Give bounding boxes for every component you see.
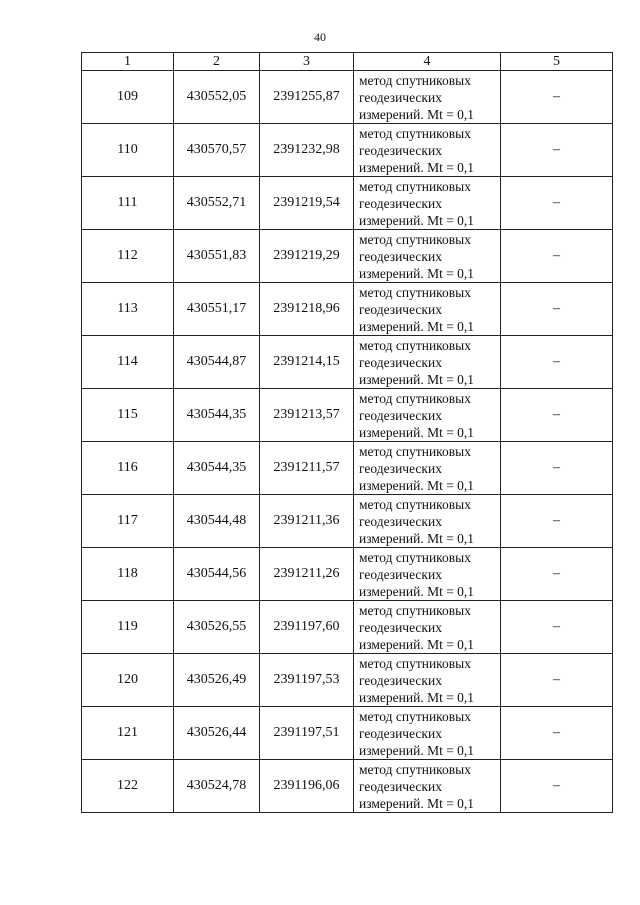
note-cell: – <box>501 230 613 283</box>
method-line: измерений. Mt = 0,1 <box>359 265 475 281</box>
coord-y-cell: 2391211,57 <box>260 442 354 495</box>
method-line: геодезических <box>359 89 442 105</box>
note-cell: – <box>501 336 613 389</box>
method-line: метод спутниковых <box>359 284 471 300</box>
coord-x-cell: 430544,56 <box>174 548 260 601</box>
table-row <box>82 442 613 495</box>
point-number-cell: 118 <box>82 548 174 601</box>
note-cell: – <box>501 442 613 495</box>
table-body <box>82 71 613 813</box>
method-line: измерений. Mt = 0,1 <box>359 159 475 175</box>
method-line: метод спутниковых <box>359 72 471 88</box>
method-cell <box>354 71 501 124</box>
coord-y-cell: 2391197,53 <box>260 654 354 707</box>
method-cell <box>354 336 501 389</box>
method-line: метод спутниковых <box>359 178 471 194</box>
table-row <box>82 124 613 177</box>
header-col-2: 2 <box>174 53 260 71</box>
table-row <box>82 177 613 230</box>
method-cell <box>354 283 501 336</box>
point-number-cell: 117 <box>82 495 174 548</box>
method-line: геодезических <box>359 672 442 688</box>
coord-x-cell: 430544,48 <box>174 495 260 548</box>
coord-y-cell: 2391232,98 <box>260 124 354 177</box>
method-line: метод спутниковых <box>359 390 471 406</box>
method-cell <box>354 495 501 548</box>
method-line: геодезических <box>359 778 442 794</box>
method-line: измерений. Mt = 0,1 <box>359 212 475 228</box>
point-number-cell: 110 <box>82 124 174 177</box>
coord-y-cell: 2391219,54 <box>260 177 354 230</box>
method-cell <box>354 442 501 495</box>
method-line: геодезических <box>359 460 442 476</box>
method-line: геодезических <box>359 354 442 370</box>
point-number-cell: 122 <box>82 760 174 813</box>
point-number-cell: 113 <box>82 283 174 336</box>
table-row <box>82 283 613 336</box>
note-cell: – <box>501 707 613 760</box>
method-line: метод спутниковых <box>359 655 471 671</box>
coord-x-cell: 430526,44 <box>174 707 260 760</box>
coord-x-cell: 430552,71 <box>174 177 260 230</box>
method-cell <box>354 707 501 760</box>
coord-x-cell: 430552,05 <box>174 71 260 124</box>
coord-y-cell: 2391211,26 <box>260 548 354 601</box>
coord-y-cell: 2391197,51 <box>260 707 354 760</box>
coord-x-cell: 430570,57 <box>174 124 260 177</box>
method-line: геодезических <box>359 142 442 158</box>
table-row <box>82 654 613 707</box>
note-cell: – <box>501 495 613 548</box>
point-number-cell: 112 <box>82 230 174 283</box>
method-cell <box>354 177 501 230</box>
page-number: 40 <box>314 30 326 44</box>
coord-x-cell: 430526,55 <box>174 601 260 654</box>
point-number-cell: 111 <box>82 177 174 230</box>
coord-y-cell: 2391255,87 <box>260 71 354 124</box>
method-line: геодезических <box>359 513 442 529</box>
point-number-cell: 109 <box>82 71 174 124</box>
method-line: метод спутниковых <box>359 337 471 353</box>
method-line: метод спутниковых <box>359 443 471 459</box>
method-line: измерений. Mt = 0,1 <box>359 742 475 758</box>
method-line: геодезических <box>359 248 442 264</box>
coord-x-cell: 430526,49 <box>174 654 260 707</box>
method-cell <box>354 654 501 707</box>
header-col-4: 4 <box>354 53 501 71</box>
point-number-cell: 116 <box>82 442 174 495</box>
table-row <box>82 707 613 760</box>
point-number-cell: 119 <box>82 601 174 654</box>
coord-x-cell: 430524,78 <box>174 760 260 813</box>
note-cell: – <box>501 601 613 654</box>
coord-y-cell: 2391196,06 <box>260 760 354 813</box>
method-cell <box>354 548 501 601</box>
note-cell: – <box>501 389 613 442</box>
method-cell <box>354 389 501 442</box>
note-cell: – <box>501 124 613 177</box>
method-line: измерений. Mt = 0,1 <box>359 371 475 387</box>
method-line: измерений. Mt = 0,1 <box>359 689 475 705</box>
method-line: измерений. Mt = 0,1 <box>359 530 475 546</box>
table-row <box>82 548 613 601</box>
method-line: измерений. Mt = 0,1 <box>359 424 475 440</box>
note-cell: – <box>501 177 613 230</box>
coord-y-cell: 2391219,29 <box>260 230 354 283</box>
method-line: измерений. Mt = 0,1 <box>359 106 475 122</box>
table-row <box>82 71 613 124</box>
table-row <box>82 230 613 283</box>
point-number-cell: 121 <box>82 707 174 760</box>
method-line: геодезических <box>359 566 442 582</box>
coord-y-cell: 2391197,60 <box>260 601 354 654</box>
table-row <box>82 336 613 389</box>
method-line: метод спутниковых <box>359 549 471 565</box>
header-col-3: 3 <box>260 53 354 71</box>
method-line: измерений. Mt = 0,1 <box>359 636 475 652</box>
method-line: измерений. Mt = 0,1 <box>359 583 475 599</box>
table-row <box>82 760 613 813</box>
method-line: метод спутниковых <box>359 231 471 247</box>
method-cell <box>354 760 501 813</box>
method-cell <box>354 124 501 177</box>
point-number-cell: 120 <box>82 654 174 707</box>
note-cell: – <box>501 760 613 813</box>
method-line: измерений. Mt = 0,1 <box>359 795 475 811</box>
coord-x-cell: 430544,35 <box>174 442 260 495</box>
coord-x-cell: 430551,17 <box>174 283 260 336</box>
note-cell: – <box>501 283 613 336</box>
method-line: геодезических <box>359 407 442 423</box>
point-number-cell: 115 <box>82 389 174 442</box>
method-line: геодезических <box>359 619 442 635</box>
method-line: измерений. Mt = 0,1 <box>359 477 475 493</box>
method-line: измерений. Mt = 0,1 <box>359 318 475 334</box>
method-cell <box>354 230 501 283</box>
method-line: метод спутниковых <box>359 708 471 724</box>
coord-x-cell: 430544,87 <box>174 336 260 389</box>
coord-y-cell: 2391213,57 <box>260 389 354 442</box>
method-line: геодезических <box>359 725 442 741</box>
coord-y-cell: 2391218,96 <box>260 283 354 336</box>
method-line: геодезических <box>359 301 442 317</box>
header-col-5: 5 <box>501 53 613 71</box>
table-row <box>82 601 613 654</box>
method-cell <box>354 601 501 654</box>
coord-y-cell: 2391214,15 <box>260 336 354 389</box>
point-number-cell: 114 <box>82 336 174 389</box>
method-line: метод спутниковых <box>359 761 471 777</box>
note-cell: – <box>501 654 613 707</box>
coord-y-cell: 2391211,36 <box>260 495 354 548</box>
header-col-1: 1 <box>82 53 174 71</box>
header-row <box>82 53 613 71</box>
table-row <box>82 389 613 442</box>
table-row <box>82 495 613 548</box>
method-line: метод спутниковых <box>359 496 471 512</box>
method-line: метод спутниковых <box>359 602 471 618</box>
coord-x-cell: 430551,83 <box>174 230 260 283</box>
note-cell: – <box>501 71 613 124</box>
note-cell: – <box>501 548 613 601</box>
coord-x-cell: 430544,35 <box>174 389 260 442</box>
method-line: метод спутниковых <box>359 125 471 141</box>
method-line: геодезических <box>359 195 442 211</box>
coordinates-table <box>81 52 613 813</box>
